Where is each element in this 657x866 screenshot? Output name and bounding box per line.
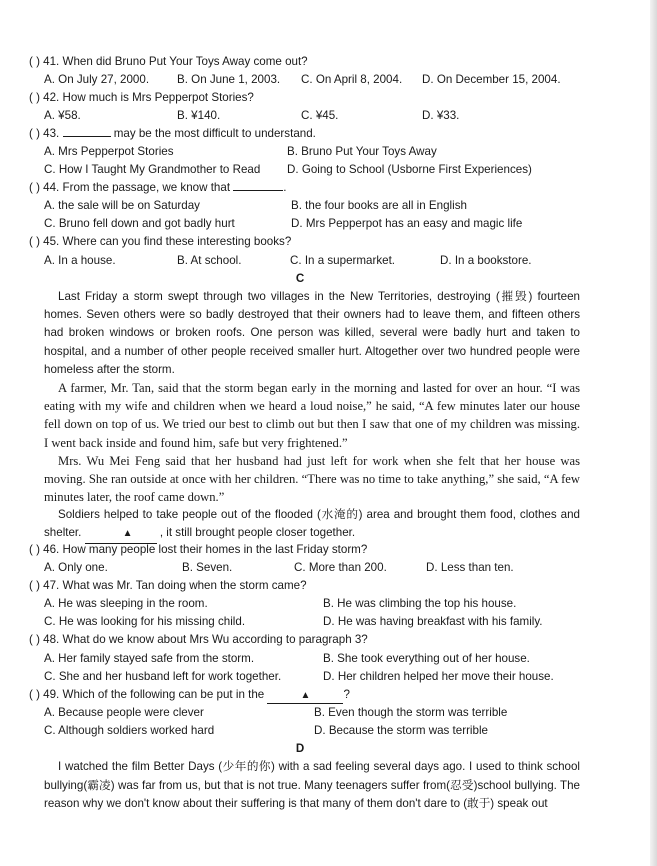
question-47: ( ) 47. What was Mr. Tan doing when the storm came? [29, 579, 307, 592]
section-heading-c: C [295, 272, 305, 285]
q45-option-a: A. In a house. [44, 254, 116, 267]
q49-suffix: ? [343, 688, 350, 701]
q45-option-d: D. In a bookstore. [440, 254, 532, 267]
q44-blank [233, 190, 283, 191]
q42-option-a: A. ¥58. [44, 109, 81, 122]
q47-option-a: A. He was sleeping in the room. [44, 597, 208, 610]
question-45: ( ) 45. Where can you find these interesting books? [29, 235, 292, 248]
triangle-marker-icon: ▲ [300, 690, 311, 701]
q44-option-a: A. the sale will be on Saturday [44, 199, 200, 212]
q47-option-d: D. He was having breakfast with his family. [323, 615, 543, 628]
q45-option-b: B. At school. [177, 254, 242, 267]
q44-option-b: B. the four books are all in English [291, 199, 467, 212]
q48-option-d: D. Her children helped her move their house. [323, 670, 554, 683]
q42-option-c: C. ¥45. [301, 109, 339, 122]
passage-c-paragraph-2: A farmer, Mr. Tan, said that the storm began early in the morning and lasted for over an hour. “I was eating with my wife and children when we heard a loud noise,” he said, “A few minutes later our house fell down on top of us. We tried our best to climb out but then I saw that one of my children was missing. I went back inside and found him, safe but very frightened.” [44, 381, 580, 450]
page-edge-shadow [650, 0, 657, 866]
q44-prefix: ( ) 44. From the passage, we know that [29, 181, 234, 194]
q49-option-b: B. Even though the storm was terrible [314, 706, 508, 719]
q43-suffix: may be the most difficult to understand. [110, 127, 316, 140]
question-41: ( ) 41. When did Bruno Put Your Toys Away come out? [29, 55, 308, 68]
passage-c-paragraph-3: Mrs. Wu Mei Feng said that her husband had just left for work when she felt that her house was moving. She ran outside at once with her children. “There was no time to take anything,” she said, “A few minutes later, the roof came down.” [44, 454, 580, 505]
q49-blank [267, 688, 343, 704]
q41-option-b: B. On June 1, 2003. [177, 73, 281, 86]
q43-option-b: B. Bruno Put Your Toys Away [287, 145, 437, 158]
q44-option-d: D. Mrs Pepperpot has an easy and magic life [291, 217, 523, 230]
q48-option-a: A. Her family stayed safe from the storm. [44, 652, 255, 665]
q46-option-b: B. Seven. [182, 561, 233, 574]
q42-option-d: D. ¥33. [422, 109, 460, 122]
q49-option-d: D. Because the storm was terrible [314, 724, 488, 737]
q46-option-c: C. More than 200. [294, 561, 387, 574]
q43-blank [63, 136, 111, 137]
triangle-marker-icon: ▲ [122, 528, 133, 540]
passage-c-p4-end: , it still brought people closer together. [156, 526, 356, 540]
passage-c-p4-text: Soldiers helped to take people out of the flooded (水淹的) area and brought them food, clothes and shelter. [44, 508, 580, 540]
q47-option-c: C. He was looking for his missing child. [44, 615, 246, 628]
q46-option-a: A. Only one. [44, 561, 108, 574]
q41-option-a: A. On July 27, 2000. [44, 73, 150, 86]
q49-prefix: ( ) 49. Which of the following can be put in the [29, 688, 268, 701]
question-44 [29, 181, 287, 195]
q44-option-c: C. Bruno fell down and got badly hurt [44, 217, 235, 230]
passage-c-paragraph-1: Last Friday a storm swept through two villages in the New Territories, destroying (摧毁) fourteen homes. Seven others were so badly destroyed that their owners had to leave them, and fifteen others had broken windows or broken roofs. One person was killed, several were badly hurt and taken to hospital, and a number of other people received smaller hurt. Altogether over two hundred people were homeless after the storm. [44, 290, 580, 376]
q43-prefix: ( ) 43. [29, 127, 63, 140]
q47-option-b: B. He was climbing the top his house. [323, 597, 517, 610]
section-heading-d: D [295, 742, 305, 755]
question-42: ( ) 42. How much is Mrs Pepperpot Stories? [29, 91, 254, 104]
q42-option-b: B. ¥140. [177, 109, 221, 122]
q49-option-c: C. Although soldiers worked hard [44, 724, 215, 737]
question-43 [29, 127, 316, 141]
q48-option-b: B. She took everything out of her house. [323, 652, 530, 665]
question-48: ( ) 48. What do we know about Mrs Wu according to paragraph 3? [29, 633, 368, 646]
question-46: ( ) 46. How many people lost their homes in the last Friday storm? [29, 543, 368, 556]
passage-c-paragraph-4 [44, 506, 580, 544]
q46-option-d: D. Less than ten. [426, 561, 514, 574]
q43-option-d: D. Going to School (Usborne First Experiences) [287, 163, 532, 176]
q41-option-c: C. On April 8, 2004. [301, 73, 403, 86]
q43-option-a: A. Mrs Pepperpot Stories [44, 145, 174, 158]
passage-d-paragraph-1: I watched the film Better Days (少年的你) with a sad feeling several days ago. I used to think school bullying(霸凌) was far from us, but that is not true. Many teenagers suffer from(忍受)school bullying. The reason why we don't know about their suffering is that many of them don't dare to (敢于) speak out [44, 760, 580, 810]
question-49 [29, 688, 350, 702]
q41-option-d: D. On December 15, 2004. [422, 73, 561, 86]
q49-option-a: A. Because people were clever [44, 706, 204, 719]
passage-c-blank [85, 524, 157, 544]
q43-option-c: C. How I Taught My Grandmother to Read [44, 163, 261, 176]
q44-suffix: . [283, 181, 287, 194]
q48-option-c: C. She and her husband left for work together. [44, 670, 282, 683]
q45-option-c: C. In a supermarket. [290, 254, 396, 267]
